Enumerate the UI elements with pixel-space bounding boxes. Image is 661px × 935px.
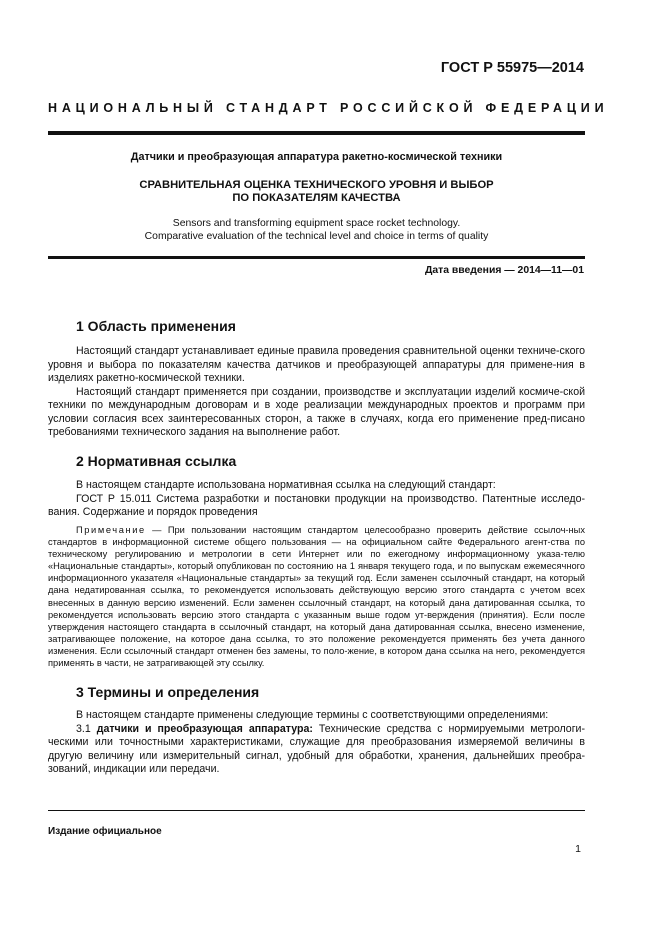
header-rule-thick [48,131,585,135]
definition-text: Технические средства с нормируемыми метрологи-ческими или точностными характеристиками, служащие для преобразования измеряемой величины в другую величину или измерительный сигнал, удобный для обработки, хранения, дальнейших преобра-зований, индикации или передачи. [48,722,586,775]
section-2-heading: 2 Нормативная ссылка [76,453,237,469]
term: датчики и преобразующая аппаратура: [96,722,313,735]
note-paragraph [48,524,585,669]
national-standard-title: НАЦИОНАЛЬНЫЙ СТАНДАРТ РОССИЙСКОЙ ФЕДЕРАЦИИ [48,101,609,115]
english-title-line-2: Comparative evaluation of the technical level and choice in terms of quality [144,231,489,242]
paragraph: Настоящий стандарт устанавливает единые правила проведения сравнительной оценки техниче-ского уровня и выбора по показателям качества датчиков и преобразующей аппаратуры для примене-ния в изделиях ракетно-космической техники. [48,345,585,384]
note-text: — При пользовании настоящим стандартом целесообразно проверить действие ссылоч-ных стандартов в информационной системе общего пользования — на официальном сайте Федерального агент-ства по техническому регулированию и метрологии в сети Интернет или по ежегодному информационному указа-телю «Национальные стандарты», который опубликован по состоянию на 1 января текущего года, и по выпускам ежемесячного информационного указателя «Национальные стандарты» за текущий год. Если заменен ссылочный стандарт, на который дана недатированная ссылка, то рекомендуется использовать действующую версию этого стандарта с учетом всех внесенных в данную версию изменений. Если заменен ссылочный стандарт, на который дана датированная ссылка, то рекомендуется использовать версию этого стандарта с указанным выше годом ут-верждения (принятия). Если после утверждения настоящего стандарта в ссылочный стандарт, на который дана датированная ссылка, внесено изменение, затрагивающее положение, на которое дана ссылка, то это положение рекомендуется применять без учета данного изменения. Если ссылочный стандарт отменен без замены, то поло-жение, в котором дана ссылка на него, рекомендуется применять в части, не затрагивающей эту ссылку. [48,525,585,669]
term-number: 3.1 [76,722,91,735]
document-title [48,179,585,205]
footer-rule [48,810,585,811]
page-number: 1 [575,843,581,855]
paragraph: ГОСТ Р 15.011 Система разработки и постановки продукции на производство. Патентные исследо-вания. Содержание и порядок проведения [48,492,585,518]
standard-number: ГОСТ Р 55975—2014 [440,60,584,76]
title-rule-thick [48,256,585,259]
section-3-body [48,709,585,777]
section-1-heading: 1 Область применения [76,318,236,334]
section-2-note [48,524,585,669]
paragraph: В настоящем стандарте применены следующие термины с соответствующими определениями: [76,709,549,721]
term-definition [48,723,585,777]
section-2-body [48,479,585,520]
section-1-body [48,345,585,440]
title-line-1: СРАВНИТЕЛЬНАЯ ОЦЕНКА ТЕХНИЧЕСКОГО УРОВНЯ И ВЫБОР [139,179,494,191]
official-edition-label: Издание официальное [48,826,162,837]
document-subject: Датчики и преобразующая аппаратура ракетно-космической техники [130,151,503,163]
paragraph: В настоящем стандарте использована нормативная ссылка на следующий стандарт: [76,479,496,491]
introduction-date: Дата введения — 2014—11—01 [424,265,584,276]
title-line-2: ПО ПОКАЗАТЕЛЯМ КАЧЕСТВА [232,192,401,204]
english-title [48,217,585,243]
note-label: Примечание [76,525,146,535]
english-title-line-1: Sensors and transforming equipment space rocket technology. [172,218,461,229]
section-3-heading: 3 Термины и определения [76,684,260,700]
paragraph: Настоящий стандарт применяется при создании, производстве и эксплуатации изделий космиче-ской техники по международным договорам и в ходе реализации международных проектов и программ при условии согласия всех заинтересованных сторон, а также в случаях, когда его применение пред-писано требованиями технического задания на выполнение работ. [48,385,585,438]
